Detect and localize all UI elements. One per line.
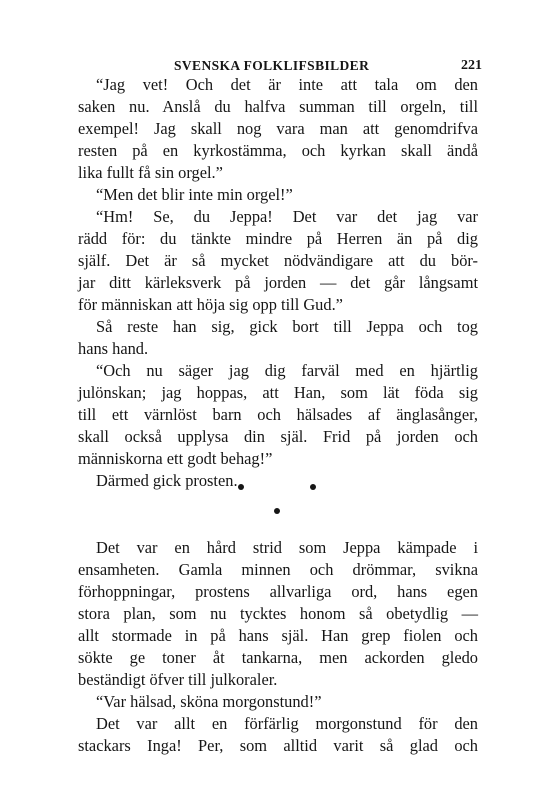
- text-line: saken nu. Anslå du halfva summan till orgeln, till: [78, 97, 478, 116]
- text-line: förhoppningar, prostens allvarliga ord, hans egen: [78, 582, 478, 601]
- text-line: Det var allt en förfärlig morgonstund för den: [96, 714, 478, 733]
- text-line: stackars Inga! Per, som alltid varit så glad och: [78, 736, 478, 755]
- text-line: till ett värnlöst barn och hälsades af änglasånger,: [78, 405, 478, 424]
- section-break-asterism: [226, 476, 326, 520]
- text-line: skall också upplysa din själ. Frid på jorden och: [78, 427, 478, 446]
- text-line: människorna ett godt behag!”: [78, 449, 273, 468]
- page-number: 221: [461, 58, 482, 73]
- text-line: Det var en hård strid som Jeppa kämpade i: [96, 538, 478, 557]
- text-line: för människan att höja sig opp till Gud.”: [78, 295, 343, 314]
- text-line: sökte ge toner åt tankarna, men ackorden gledo: [78, 648, 478, 667]
- running-title: SVENSKA FOLKLIFSBILDER: [174, 58, 370, 73]
- text-line: “Var hälsad, sköna morgonstund!”: [96, 692, 322, 711]
- asterism-dot: [310, 484, 316, 490]
- text-line: “Hm! Se, du Jeppa! Det var det jag var: [96, 207, 478, 226]
- text-line: “Och nu säger jag dig farväl med en hjärtlig: [96, 361, 478, 380]
- text-line: “Men det blir inte min orgel!”: [96, 185, 293, 204]
- text-line: rädd för: du tänkte mindre på Herren än på dig: [78, 229, 478, 248]
- asterism-dot: [238, 484, 244, 490]
- text-line: lika fullt få sin orgel.”: [78, 163, 223, 182]
- text-line: hans hand.: [78, 339, 149, 358]
- text-line: allt stormade in på hans själ. Han grep fiolen och: [78, 626, 478, 645]
- text-line: jar ditt kärleksverk på jorden — det går långsamt: [78, 273, 478, 292]
- text-line: själf. Det är så mycket nödvändigare att du bör-: [78, 251, 478, 270]
- text-line: ensamheten. Gamla minnen och drömmar, svikna: [78, 560, 478, 579]
- text-line: beständigt öfver till julkoraler.: [78, 670, 278, 689]
- text-line: julönskan; jag hoppas, att Han, som lät föda sig: [78, 383, 478, 402]
- text-line: stora plan, som nu tycktes honom så obetydlig —: [78, 604, 478, 623]
- text-line: Så reste han sig, gick bort till Jeppa och tog: [96, 317, 478, 336]
- text-line: Därmed gick prosten.: [96, 471, 238, 490]
- text-line: exempel! Jag skall nog vara man att genomdrifva: [78, 119, 478, 138]
- text-line: resten på en kyrkostämma, och kyrkan skall ändå: [78, 141, 478, 160]
- asterism-dot: [274, 508, 280, 514]
- text-line: “Jag vet! Och det är inte att tala om den: [96, 75, 478, 94]
